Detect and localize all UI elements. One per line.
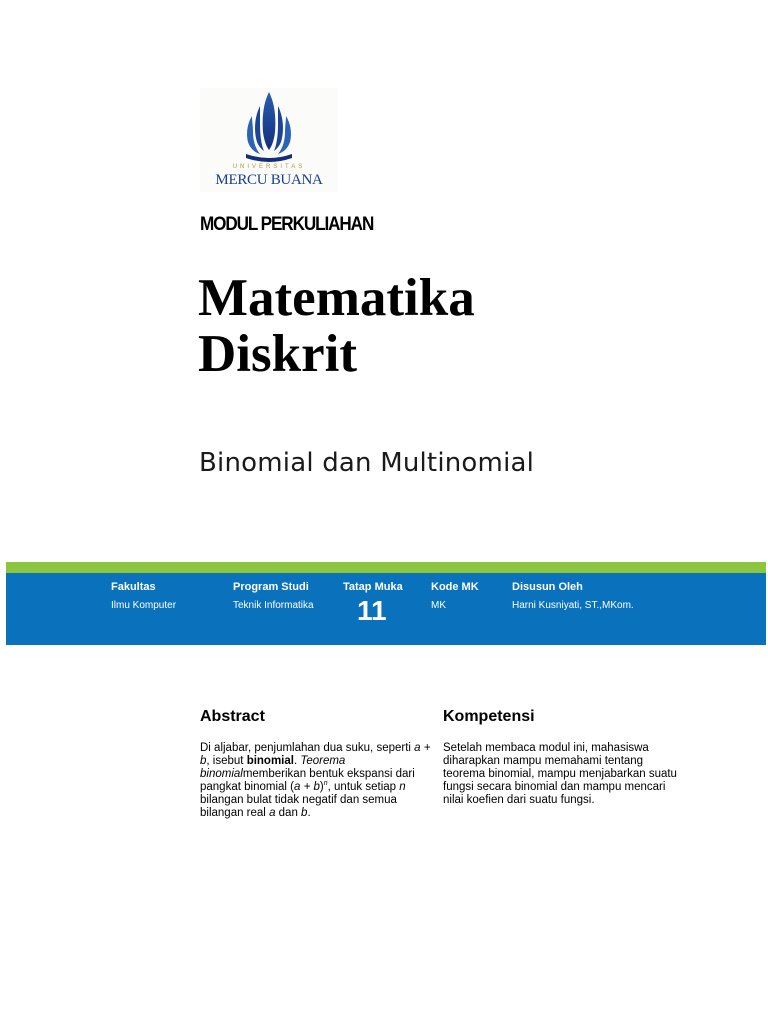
program-studi-label: Program Studi <box>233 581 309 593</box>
logo-university-name: MERCU BUANA <box>215 172 323 188</box>
tatap-muka-label: Tatap Muka <box>343 581 403 593</box>
disusun-oleh-column <box>512 580 634 612</box>
abstract-exponent: n <box>323 780 328 788</box>
abstract-text: memberikan bentuk ekspansi dari pangkat binomial ( <box>200 768 415 793</box>
abstract-title: Abstract <box>200 708 265 725</box>
course-title-line1: Matematika <box>198 269 475 327</box>
abstract-text: bilangan bulat tidak negatif dan semua bilangan real <box>200 794 397 819</box>
abstract-math: b <box>301 807 308 819</box>
abstract-text: . <box>293 755 301 767</box>
abstract-text: , isebut <box>206 755 247 767</box>
abstract-math: a + b <box>200 742 431 767</box>
program-studi-column <box>233 580 314 612</box>
fakultas-column <box>111 580 176 612</box>
abstract-math: a + b <box>293 781 320 793</box>
tatap-muka-value: 11 <box>357 595 387 626</box>
abstract-text: Di aljabar, penjumlahan dua suku, seperti <box>200 742 415 754</box>
kode-mk-column <box>431 580 479 612</box>
program-studi-value: Teknik Informatika <box>233 600 314 611</box>
course-title-line2: Diskrit <box>198 325 357 383</box>
abstract-math: a <box>269 807 276 819</box>
disusun-oleh-value: Harni Kusniyati, ST.,MKom. <box>512 600 634 611</box>
abstract-term-teorema: Teorema binomial <box>200 755 346 780</box>
mercu-buana-emblem-icon <box>200 88 338 166</box>
abstract-text: . <box>307 807 311 819</box>
modul-label: MODUL PERKULIAHAN <box>200 214 374 235</box>
abstract-text: ) <box>319 781 324 793</box>
fakultas-value: Ilmu Komputer <box>111 600 177 611</box>
green-accent-bar <box>6 562 766 573</box>
abstract-body <box>200 742 435 820</box>
kode-mk-value: MK <box>431 600 446 611</box>
abstract-text: , untuk setiap <box>327 781 400 793</box>
abstract-text: dan <box>275 807 302 819</box>
module-subtitle: Binomial dan Multinomial <box>199 448 535 478</box>
kompetensi-body: Setelah membaca modul ini, mahasiswa diharapkan mampu memahami tentang teorema binomial, mampu menjabarkan suatu fungsi secara binomial dan mampu mencari nilai koefien dari suatu fungsi. <box>443 742 677 806</box>
course-title <box>198 270 475 382</box>
kompetensi-title: Kompetensi <box>443 708 535 725</box>
logo-universitas-text: UNIVERSITAS <box>232 164 306 170</box>
disusun-oleh-label: Disusun Oleh <box>512 581 583 593</box>
abstract-math: n <box>399 781 406 793</box>
kode-mk-label: Kode MK <box>431 581 479 593</box>
fakultas-label: Fakultas <box>111 581 156 593</box>
abstract-term-binomial: binomial <box>246 755 294 767</box>
tatap-muka-column <box>343 580 403 626</box>
university-logo <box>200 88 338 192</box>
